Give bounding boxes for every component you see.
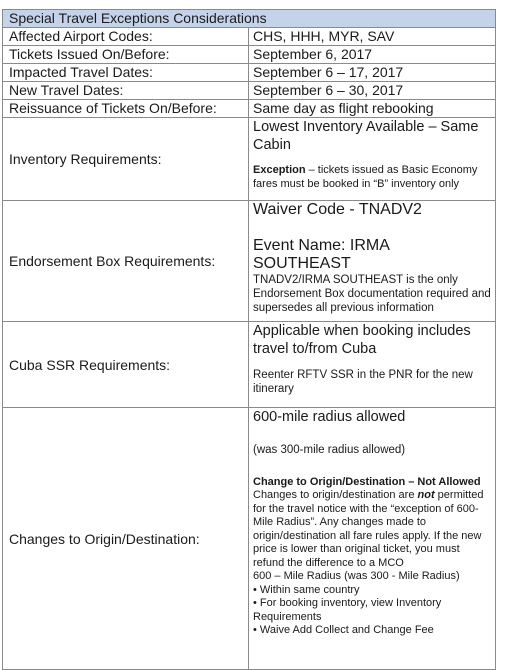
- row-value: September 6 – 17, 2017: [249, 64, 496, 82]
- bullet-item: • Within same country: [253, 583, 360, 596]
- changes-text-a: Changes to origin/destination are: [253, 489, 418, 501]
- cuba-value: [249, 322, 496, 408]
- changes-paragraph: [253, 489, 491, 570]
- row-label: Tickets Issued On/Before:: [3, 46, 249, 64]
- inventory-line2: Cabin: [253, 137, 291, 153]
- row-value: Same day as flight rebooking: [249, 100, 496, 118]
- cuba-line1: Applicable when booking includes: [253, 323, 471, 339]
- row-label: Affected Airport Codes:: [3, 28, 249, 46]
- changes-label: Changes to Origin/Destination:: [3, 408, 249, 670]
- row-label: New Travel Dates:: [3, 82, 249, 100]
- event-name-line2: SOUTHEAST: [253, 255, 351, 272]
- endorsement-value: [249, 201, 496, 322]
- endorsement-label: Endorsement Box Requirements:: [3, 201, 249, 322]
- event-name-line1: Event Name: IRMA: [253, 237, 390, 254]
- row-value: September 6, 2017: [249, 46, 496, 64]
- exception-text: – tickets issued as Basic Economy fares must be booked in “B” inventory only: [253, 164, 478, 190]
- endorsement-note: TNADV2/IRMA SOUTHEAST is the only Endorsement Box documentation required and supersedes all previous information: [253, 274, 491, 314]
- cuba-label: Cuba SSR Requirements:: [3, 322, 249, 408]
- bullet-item: • For booking inventory, view Inventory Requirements: [253, 597, 442, 623]
- row-label: Reissuance of Tickets On/Before:: [3, 100, 249, 118]
- travel-exceptions-table: [2, 9, 496, 670]
- changes-value: [249, 408, 496, 670]
- exception-bold: Exception: [253, 164, 306, 176]
- cuba-note: Reenter RFTV SSR in the PNR for the new itinerary: [253, 369, 473, 395]
- radius-note: 600 – Mile Radius (was 300 - Mile Radius): [253, 570, 460, 582]
- inventory-line1: Lowest Inventory Available – Same: [253, 119, 479, 135]
- row-value: September 6 – 30, 2017: [249, 82, 496, 100]
- table-title: Special Travel Exceptions Considerations: [3, 10, 496, 28]
- changes-text-c: permitted for the travel notice with the “exception of 600-Mile Radius”. Any changes made to origin/destination all fare rules apply. If the new price is lower than original ticket, you must refund the difference to a MCO: [253, 489, 484, 569]
- bullet-item: • Waive Add Collect and Change Fee: [253, 624, 434, 636]
- inventory-exception: [253, 164, 491, 191]
- row-label: Impacted Travel Dates:: [3, 64, 249, 82]
- row-value: CHS, HHH, MYR, SAV: [249, 28, 496, 46]
- changes-heading: Change to Origin/Destination – Not Allowed: [253, 475, 481, 488]
- cuba-line2: travel to/from Cuba: [253, 341, 377, 357]
- waiver-code: Waiver Code - TNADV2: [253, 201, 422, 218]
- inventory-value: [249, 118, 496, 201]
- radius-was: (was 300-mile radius allowed): [253, 444, 406, 456]
- radius-allowed: 600-mile radius allowed: [253, 409, 406, 425]
- changes-text-not: not: [417, 489, 435, 501]
- inventory-label: Inventory Requirements:: [3, 118, 249, 201]
